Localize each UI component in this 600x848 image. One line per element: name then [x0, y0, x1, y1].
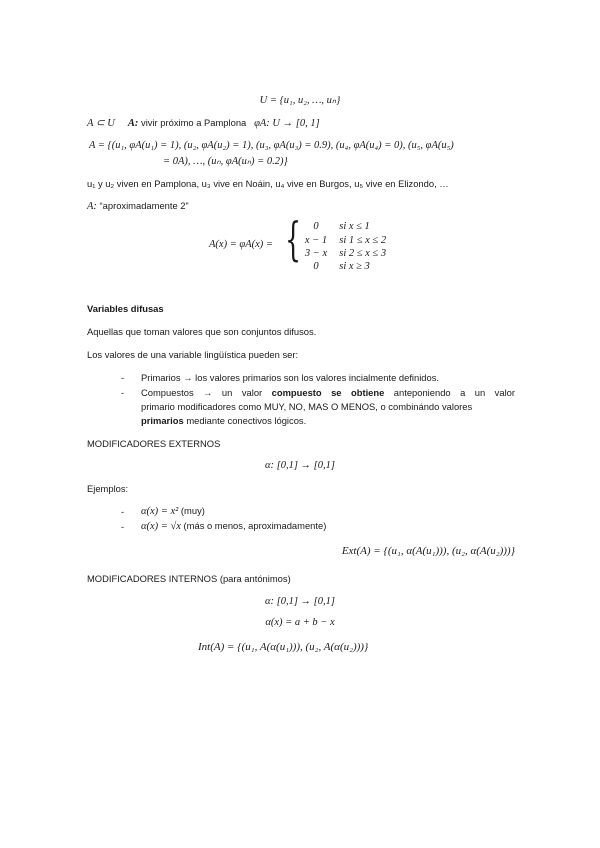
- list-bullet: -: [121, 372, 125, 383]
- set-a-definition-line1: A = {(u₁, φA(u₁) = 1), (u₂, φA(u₂) = 1), (u₃, φA(u₃) = 0.9), (u₄, φA(u₄) = 0), (u₅, φA(u₅): [89, 140, 454, 151]
- compuestos-line2: primario modificadores como MUY, NO, MAS O MENOS, o combinándo valores: [141, 401, 473, 412]
- piecewise-row: [298, 248, 386, 259]
- piecewise-brace: {: [285, 212, 302, 266]
- example-mas-o-menos: [141, 520, 326, 532]
- approx-line: [87, 200, 189, 212]
- compuestos-line3: [141, 415, 306, 426]
- list-item-primarios: Primarios → los valores primarios son los valores incialmente definidos.: [141, 372, 440, 383]
- example-muy-text: (muy): [180, 505, 205, 516]
- piecewise-row: [298, 261, 370, 272]
- paragraph: Aquellas que toman valores que son conjuntos difusos.: [87, 326, 317, 337]
- int-formula: Int(A) = {(u₁, A(α(u₁))), (u₂, A(α(u₂)))}: [198, 641, 369, 653]
- example-mas-o-menos-text: (más o menos, aproximadamente): [183, 520, 327, 531]
- external-map-formula: α: [0,1] → [0,1]: [265, 460, 335, 471]
- internal-alpha-formula: α(x) = a + b − x: [265, 617, 335, 628]
- list-bullet: -: [121, 387, 125, 398]
- set-a-definition-line2: = 0A), …, (uₙ, φA(uₙ) = 0.2)}: [163, 156, 288, 167]
- ext-formula: Ext(A) = {(u₁, α(A(u₁))), (u₂, α(A(u₂)))}: [341, 545, 515, 557]
- subset-line: [87, 117, 320, 129]
- external-modifiers-title: MODIFICADORES EXTERNOS: [87, 438, 221, 449]
- section-title: Variables difusas: [87, 303, 164, 314]
- piecewise-row: [298, 235, 386, 246]
- internal-modifiers-title: MODIFICADORES INTERNOS (para antónimos): [87, 573, 291, 584]
- list-item-compuestos: [141, 387, 515, 398]
- list-bullet: -: [121, 521, 125, 532]
- examples-label: Ejemplos:: [87, 483, 129, 494]
- subset-expression: A ⊂ U: [87, 118, 115, 129]
- approx-description: “aproximadamente 2”: [99, 200, 189, 211]
- primarios-bold: primarios: [141, 415, 184, 426]
- membership-function-map: φA: U → [0, 1]: [254, 118, 320, 129]
- compuestos-lead: Compuestos → un valor: [141, 387, 263, 398]
- example-mas-o-menos-formula: α(x) = √x: [141, 521, 181, 532]
- compuestos-rest: anteponiendo a un valor: [393, 387, 515, 398]
- set-a-label: A:: [127, 118, 139, 129]
- paragraph: Los valores de una variable lingüística pueden ser:: [87, 349, 299, 360]
- piecewise-condition: si x ≤ 1: [339, 221, 370, 232]
- example-muy-formula: α(x) = x²: [141, 506, 179, 517]
- set-a-description: vivir próximo a Pamplona: [141, 117, 247, 128]
- example-muy: [141, 505, 205, 517]
- residence-description: u₁ y u₂ viven en Pamplona, u₃ vive en Noáin, u₄ vive en Burgos, u₅ vive en Elizondo, …: [87, 178, 449, 189]
- piecewise-lhs: A(x) = φA(x) =: [209, 239, 273, 250]
- compuestos-bold: compuesto se obtiene: [271, 387, 385, 398]
- piecewise-condition: si x ≥ 3: [339, 261, 370, 272]
- piecewise-value: 0: [313, 221, 319, 232]
- list-bullet: -: [121, 506, 125, 517]
- piecewise-condition: si 1 ≤ x ≤ 2: [339, 235, 387, 246]
- piecewise-condition: si 2 ≤ x ≤ 3: [339, 248, 387, 259]
- piecewise-value: 0: [313, 261, 319, 272]
- compuestos-line3-text: mediante conectivos lógicos.: [186, 415, 307, 426]
- universe-formula: U = {u₁, u₂, …, uₙ}: [259, 95, 341, 106]
- piecewise-value: 3 − x: [304, 248, 328, 259]
- piecewise-value: x − 1: [304, 235, 328, 246]
- internal-map-formula: α: [0,1] → [0,1]: [265, 596, 335, 607]
- piecewise-row: [298, 221, 370, 232]
- approx-set-label: A:: [87, 201, 97, 212]
